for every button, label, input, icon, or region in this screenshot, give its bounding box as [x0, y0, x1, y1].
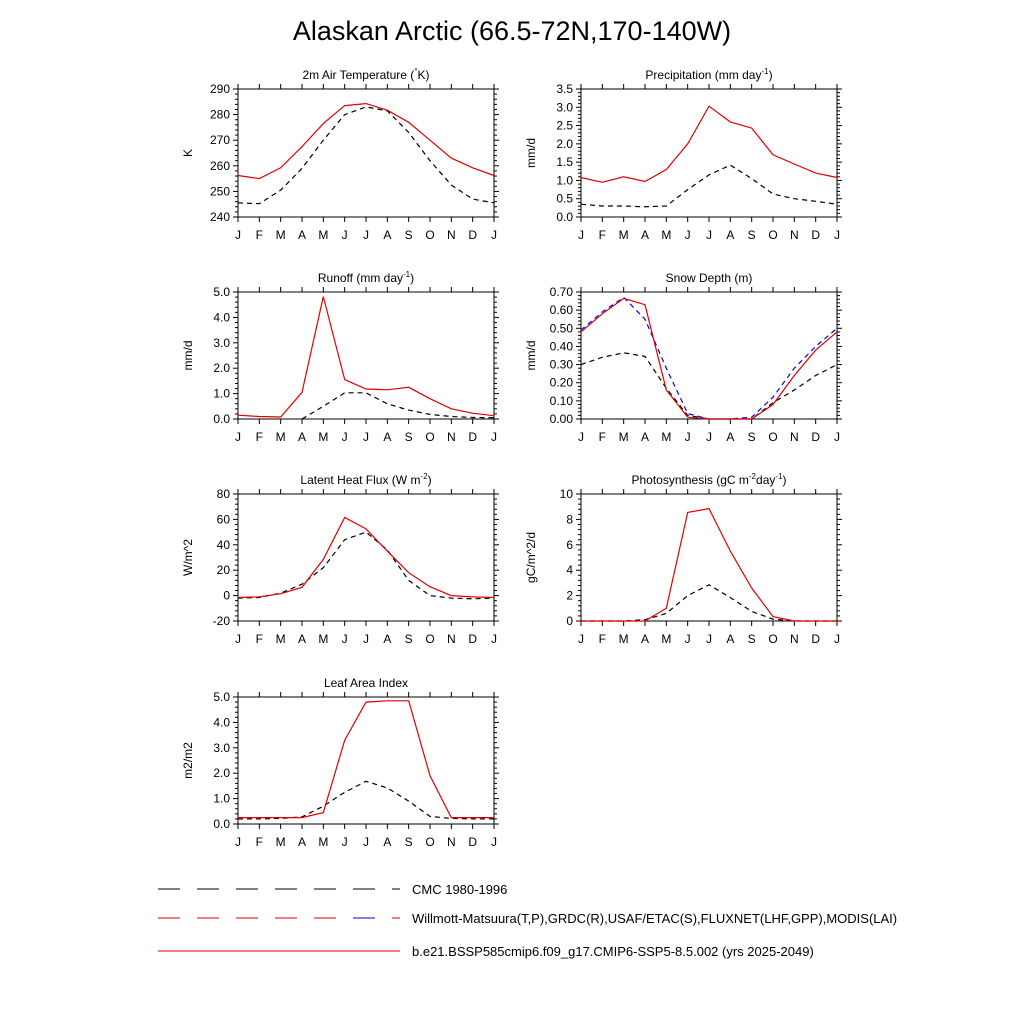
x-tick-label: J: [235, 632, 241, 646]
x-tick-label: J: [684, 228, 691, 242]
x-tick-label: M: [618, 228, 629, 242]
y-tick-label: 1.0: [556, 173, 573, 188]
series-line-model: [238, 297, 494, 417]
y-tick-label: 3.0: [556, 100, 573, 115]
x-tick-label: A: [726, 228, 735, 242]
y-tick-label: 250: [209, 184, 230, 199]
y-tick-label: 280: [209, 107, 230, 122]
y-tick-label: 0.0: [213, 817, 230, 831]
x-tick-label: A: [383, 430, 392, 444]
x-tick-label: J: [341, 632, 348, 646]
y-tick-label: 0.5: [556, 191, 573, 206]
x-tick-label: M: [618, 632, 629, 646]
y-axis-label: mm/d: [524, 340, 538, 371]
x-tick-label: O: [768, 228, 778, 242]
chart-panel-precip: [524, 67, 842, 242]
chart-panel-lhf: [181, 472, 499, 646]
y-tick-label: 2: [566, 588, 573, 603]
y-tick-label: 0: [223, 588, 230, 603]
x-tick-label: M: [618, 430, 629, 444]
y-tick-label: 4.0: [213, 310, 230, 325]
y-tick-label: 0.70: [549, 285, 573, 299]
series-line-cmc: [238, 781, 494, 819]
x-tick-label: S: [404, 430, 413, 444]
y-tick-label: 0: [566, 614, 573, 628]
x-tick-label: A: [640, 632, 650, 646]
x-tick-label: M: [275, 228, 286, 242]
x-tick-label: F: [255, 632, 264, 646]
x-tick-label: N: [446, 632, 456, 646]
y-tick-label: 0.40: [549, 339, 573, 354]
x-tick-label: J: [706, 228, 712, 242]
y-tick-label: 0.0: [213, 412, 230, 426]
x-tick-label: N: [446, 430, 456, 444]
series-line-cmc: [581, 353, 837, 419]
panel-title: 2m Air Temperature (°K): [302, 67, 430, 82]
x-tick-label: J: [341, 228, 348, 242]
chart-panel-lai: [181, 676, 499, 849]
y-axis-label: m2/m2: [181, 742, 195, 779]
y-tick-label: 2.0: [556, 136, 573, 151]
x-tick-label: S: [404, 835, 413, 849]
x-tick-label: A: [383, 228, 392, 242]
y-tick-label: 1.5: [556, 155, 573, 170]
y-axis-label: mm/d: [524, 138, 538, 168]
panel-title: Leaf Area Index: [323, 676, 409, 690]
x-tick-label: M: [661, 228, 672, 242]
y-tick-label: 5.0: [213, 690, 230, 704]
legend-entry-cmc: [158, 882, 507, 897]
x-tick-label: J: [834, 632, 840, 646]
x-tick-label: M: [275, 430, 286, 444]
x-tick-label: A: [297, 835, 307, 849]
x-tick-label: A: [640, 228, 650, 242]
chart-panel-temp: [181, 67, 499, 242]
panel-title: Runoff (mm day$^{-1}$): [317, 270, 415, 285]
plot-frame: [238, 292, 494, 419]
x-tick-label: J: [341, 430, 348, 444]
series-line-model: [581, 298, 837, 419]
chart-panel-runoff: [181, 270, 499, 444]
y-tick-label: 3.0: [213, 335, 230, 350]
x-tick-label: M: [318, 228, 329, 242]
y-tick-label: 0.60: [549, 303, 573, 318]
y-tick-label: 20: [216, 563, 230, 578]
x-tick-label: F: [255, 835, 264, 849]
y-tick-label: 2.0: [213, 766, 230, 781]
x-tick-label: O: [425, 835, 435, 849]
y-tick-label: 6: [566, 537, 573, 552]
y-tick-label: 10: [559, 487, 573, 501]
x-tick-label: J: [235, 228, 241, 242]
y-tick-label: 0.00: [549, 412, 573, 426]
x-tick-label: S: [404, 632, 413, 646]
y-tick-label: 0.50: [549, 321, 573, 336]
x-tick-label: J: [363, 835, 369, 849]
x-tick-label: J: [491, 632, 497, 646]
x-tick-label: O: [425, 228, 435, 242]
series-line-model: [238, 104, 494, 179]
x-tick-label: J: [706, 430, 712, 444]
y-tick-label: 0.0: [556, 210, 573, 224]
legend-entry-obs: [158, 911, 897, 926]
x-tick-label: O: [425, 430, 435, 444]
y-tick-label: 4: [566, 563, 573, 578]
series-line-model: [581, 509, 837, 621]
x-tick-label: D: [468, 835, 478, 849]
series-line-model: [581, 106, 837, 182]
x-tick-label: M: [275, 632, 286, 646]
y-axis-label: W/m^2: [181, 539, 195, 576]
x-tick-label: D: [811, 228, 821, 242]
x-tick-label: J: [363, 632, 369, 646]
x-tick-label: A: [383, 835, 392, 849]
series-line-cmc: [238, 532, 494, 599]
x-tick-label: J: [834, 228, 840, 242]
y-tick-label: 3.5: [556, 82, 573, 96]
x-tick-label: O: [768, 632, 778, 646]
series-line-model: [238, 518, 494, 598]
x-tick-label: N: [446, 228, 456, 242]
y-tick-label: 40: [216, 537, 230, 552]
series-line-cmc: [581, 585, 837, 621]
x-tick-label: D: [468, 632, 478, 646]
y-tick-label: 260: [209, 158, 230, 173]
x-tick-label: J: [491, 228, 497, 242]
y-axis-label: mm/d: [181, 340, 195, 371]
y-axis-label: gC/m^2/d: [524, 532, 538, 583]
x-tick-label: J: [491, 430, 497, 444]
x-tick-label: A: [726, 632, 735, 646]
panel-title: Photosynthesis (gC $m^{-2}day^{-1}$): [631, 472, 787, 487]
x-tick-label: F: [598, 632, 607, 646]
x-tick-label: S: [404, 228, 413, 242]
plot-frame: [238, 697, 494, 824]
y-tick-label: 0.30: [549, 357, 573, 372]
x-tick-label: S: [747, 430, 756, 444]
x-tick-label: D: [811, 430, 821, 444]
series-line-cmc: [302, 393, 494, 419]
x-tick-label: D: [811, 632, 821, 646]
legend-label: b.e21.BSSP585cmip6.f09_g17.CMIP6-SSP5-8.5.002 (yrs 2025-2049): [412, 944, 814, 959]
x-tick-label: J: [578, 430, 584, 444]
x-tick-label: F: [598, 228, 607, 242]
x-tick-label: J: [578, 228, 584, 242]
x-tick-label: J: [235, 835, 241, 849]
x-tick-label: J: [491, 835, 497, 849]
y-tick-label: 290: [209, 82, 230, 96]
x-tick-label: J: [341, 835, 348, 849]
x-tick-label: A: [383, 632, 392, 646]
series-line-model: [238, 701, 494, 818]
y-tick-label: 80: [216, 487, 230, 501]
panel-title: Snow Depth (m): [665, 271, 753, 285]
y-tick-label: 0.20: [549, 375, 573, 390]
x-tick-label: A: [297, 228, 307, 242]
chart-panel-snow: [524, 271, 842, 444]
plot-frame: [238, 494, 494, 621]
x-tick-label: M: [661, 632, 672, 646]
x-tick-label: A: [726, 430, 735, 444]
x-tick-label: M: [661, 430, 672, 444]
x-tick-label: J: [684, 632, 691, 646]
x-tick-label: M: [318, 835, 329, 849]
x-tick-label: M: [318, 430, 329, 444]
y-tick-label: 60: [216, 512, 230, 527]
panel-title: Precipitation (mm day$^{-1}$): [645, 67, 773, 82]
x-tick-label: N: [789, 632, 799, 646]
y-tick-label: 270: [209, 133, 230, 148]
x-tick-label: N: [789, 430, 799, 444]
legend: [158, 882, 897, 959]
y-tick-label: 240: [209, 210, 230, 224]
x-tick-label: J: [235, 430, 241, 444]
plot-frame: [581, 292, 837, 419]
x-tick-label: F: [255, 430, 264, 444]
x-tick-label: A: [297, 430, 307, 444]
x-tick-label: J: [363, 228, 369, 242]
series-line-cmc: [581, 165, 837, 207]
x-tick-label: N: [789, 228, 799, 242]
y-tick-label: -20: [212, 614, 230, 628]
x-tick-label: J: [834, 430, 840, 444]
x-tick-label: J: [363, 430, 369, 444]
legend-label: CMC 1980-1996: [412, 882, 508, 897]
y-tick-label: 1.0: [213, 386, 230, 401]
x-tick-label: O: [768, 430, 778, 444]
x-tick-label: J: [578, 632, 584, 646]
y-tick-label: 8: [566, 512, 573, 527]
x-tick-label: M: [275, 835, 286, 849]
y-tick-label: 1.0: [213, 791, 230, 806]
y-tick-label: 3.0: [213, 740, 230, 755]
x-tick-label: S: [747, 228, 756, 242]
y-tick-label: 2.5: [556, 118, 573, 133]
plot-frame: [238, 89, 494, 217]
x-tick-label: O: [425, 632, 435, 646]
plot-frame: [581, 494, 837, 621]
x-tick-label: N: [446, 835, 456, 849]
x-tick-label: F: [598, 430, 607, 444]
x-tick-label: D: [468, 228, 478, 242]
x-tick-label: F: [255, 228, 264, 242]
plot-frame: [581, 89, 837, 217]
x-tick-label: M: [318, 632, 329, 646]
chart-panel-gpp: [524, 472, 842, 646]
x-tick-label: A: [640, 430, 650, 444]
y-tick-label: 0.10: [549, 393, 573, 408]
legend-label: Willmott-Matsuura(T,P),GRDC(R),USAF/ETAC(S),FLUXNET(LHF,GPP),MODIS(LAI): [412, 911, 898, 926]
series-line-obs: [581, 297, 837, 419]
x-tick-label: A: [297, 632, 307, 646]
x-tick-label: J: [706, 632, 712, 646]
panel-title: Latent Heat Flux (W $m^{-2}$): [300, 472, 432, 487]
y-tick-label: 4.0: [213, 715, 230, 730]
y-axis-label: K: [181, 148, 195, 158]
y-tick-label: 2.0: [213, 361, 230, 376]
x-tick-label: J: [684, 430, 691, 444]
x-tick-label: D: [468, 430, 478, 444]
legend-entry-model: [158, 944, 814, 959]
y-tick-label: 5.0: [213, 285, 230, 299]
series-line-cmc: [238, 107, 494, 204]
x-tick-label: S: [747, 632, 756, 646]
figure-title: Alaskan Arctic (66.5-72N,170-140W): [292, 16, 732, 46]
